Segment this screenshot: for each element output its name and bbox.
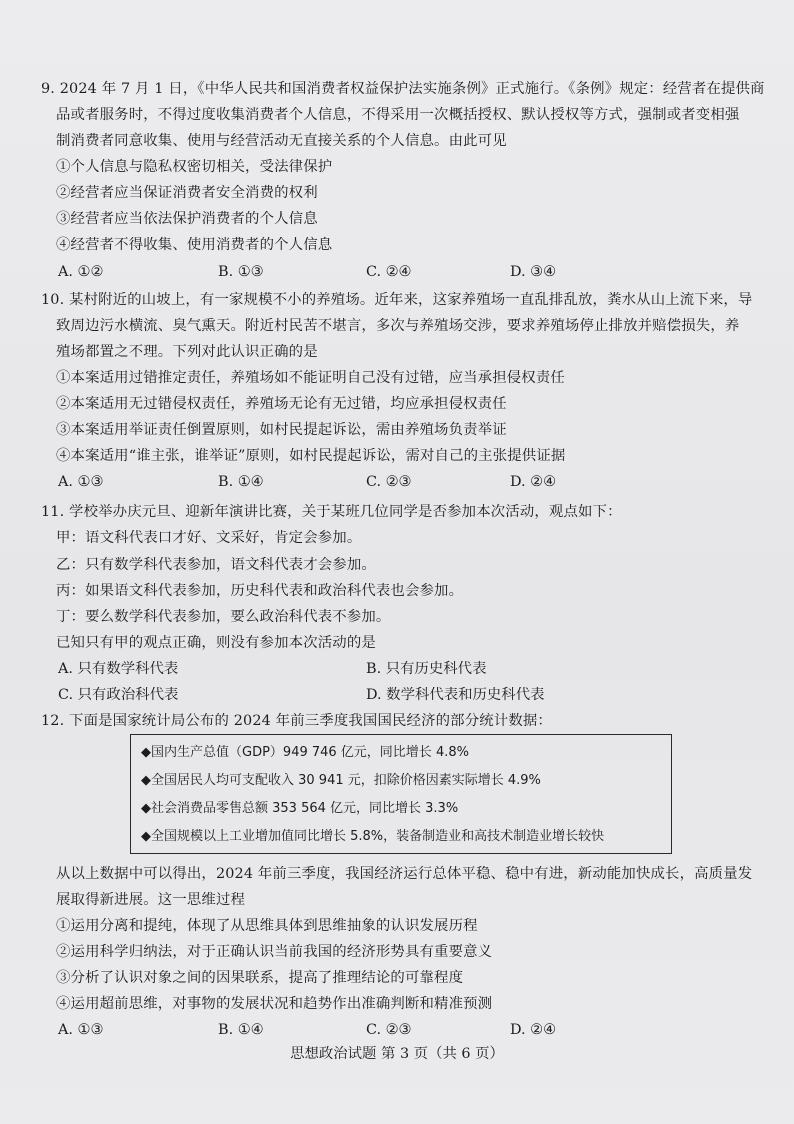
q11-statement-jia: 甲：语文科代表口才好、文采好，肯定会参加。: [56, 530, 362, 546]
q9-option-d: D. ③④: [510, 264, 556, 280]
q9-option-c: C. ②④: [366, 264, 412, 280]
q11-option-c: C. 只有政治科代表: [58, 687, 179, 703]
q9-item-2: ②经营者应当保证消费者安全消费的权利: [56, 185, 318, 201]
q11-stem-line-1: 11. 学校举办庆元旦、迎新年演讲比赛，关于某班几位同学是否参加本次活动，观点如下：: [41, 504, 622, 520]
q12-item-4: ④运用超前思维，对事物的发展状况和趋势作出准确判断和精准预测: [56, 996, 493, 1012]
q11-option-a: A. 只有数学科代表: [58, 661, 179, 677]
statistics-row-industry: ◆全国规模以上工业增加值同比增长 5.8%，装备制造业和高技术制造业增长较快: [141, 829, 605, 844]
q12-option-c: C. ②③: [366, 1022, 412, 1038]
q9-item-3: ③经营者应当依法保护消费者的个人信息: [56, 211, 318, 227]
q9-item-4: ④经营者不得收集、使用消费者的个人信息: [56, 237, 333, 253]
q10-option-d: D. ②④: [510, 474, 556, 490]
q10-option-c: C. ②③: [366, 474, 412, 490]
q9-item-1: ①个人信息与隐私权密切相关，受法律保护: [56, 159, 333, 175]
q12-item-3: ③分析了认识对象之间的因果联系，提高了推理结论的可靠程度: [56, 970, 464, 986]
q9-option-b: B. ①③: [218, 264, 264, 280]
q10-item-4: ④本案适用“谁主张，谁举证”原则，如村民提起诉讼，需对自己的主张提供证据: [56, 448, 566, 464]
q11-question: 已知只有甲的观点正确，则没有参加本次活动的是: [56, 635, 376, 651]
page-footer: 思想政治试题 第 3 页（共 6 页）: [290, 1046, 504, 1062]
q11-statement-bing: 丙：如果语文科代表参加，历史科代表和政治科代表也会参加。: [56, 583, 464, 599]
q12-after-line-2: 展取得新进展。这一思维过程: [56, 892, 246, 908]
q12-item-1: ①运用分离和提纯，体现了从思维具体到思维抽象的认识发展历程: [56, 918, 478, 934]
q12-option-a: A. ①③: [58, 1022, 104, 1038]
q9-stem-line-2: 品或者服务时，不得过度收集消费者个人信息，不得采用一次概括授权、默认授权等方式，强制或者变相强: [56, 107, 740, 123]
q10-option-a: A. ①③: [58, 474, 104, 490]
q12-option-d: D. ②④: [510, 1022, 556, 1038]
q9-option-a: A. ①②: [58, 264, 104, 280]
q9-stem-line-3: 制消费者同意收集、使用与经营活动无直接关系的个人信息。由此可见: [56, 133, 507, 149]
q11-option-d: D. 数学科代表和历史科代表: [366, 687, 545, 703]
q12-stem-line-1: 12. 下面是国家统计局公布的 2024 年前三季度我国国民经济的部分统计数据：: [41, 713, 552, 729]
q11-statement-ding: 丁：要么数学科代表参加，要么政治科代表不参加。: [56, 609, 391, 625]
q10-item-1: ①本案适用过错推定责任，养殖场如不能证明自己没有过错，应当承担侵权责任: [56, 370, 565, 386]
q12-after-line-1: 从以上数据中可以得出，2024 年前三季度，我国经济运行总体平稳、稳中有进，新动能加快成长，高质量发: [56, 866, 753, 882]
q12-option-b: B. ①④: [218, 1022, 264, 1038]
q10-stem-line-2: 致周边污水横流、臭气熏天。附近村民苦不堪言，多次与养殖场交涉，要求养殖场停止排放并赔偿损失，养: [56, 318, 740, 334]
q10-item-3: ③本案适用举证责任倒置原则，如村民提起诉讼，需由养殖场负责举证: [56, 422, 507, 438]
q11-statement-yi: 乙：只有数学科代表参加，语文科代表才会参加。: [56, 557, 376, 573]
statistics-box: [130, 734, 672, 854]
q11-option-b: B. 只有历史科代表: [366, 661, 487, 677]
statistics-row-gdp: ◆国内生产总值（GDP）949 746 亿元，同比增长 4.8%: [141, 745, 469, 760]
statistics-row-retail: ◆社会消费品零售总额 353 564 亿元，同比增长 3.3%: [141, 801, 459, 816]
q9-stem-line-1: 9. 2024 年 7 月 1 日，《中华人民共和国消费者权益保护法实施条例》正式施行。《条例》规定：经营者在提供商: [41, 81, 765, 97]
q12-item-2: ②运用科学归纳法，对于正确认识当前我国的经济形势具有重要意义: [56, 944, 493, 960]
q10-option-b: B. ①④: [218, 474, 264, 490]
statistics-row-income: ◆全国居民人均可支配收入 30 941 元，扣除价格因素实际增长 4.9%: [141, 773, 541, 788]
q10-item-2: ②本案适用无过错侵权责任，养殖场无论有无过错，均应承担侵权责任: [56, 396, 507, 412]
q10-stem-line-1: 10. 某村附近的山坡上，有一家规模不小的养殖场。近年来，这家养殖场一直乱排乱放，粪水从山上流下来，导: [41, 292, 753, 308]
q10-stem-line-3: 殖场都置之不理。下列对此认识正确的是: [56, 344, 318, 360]
